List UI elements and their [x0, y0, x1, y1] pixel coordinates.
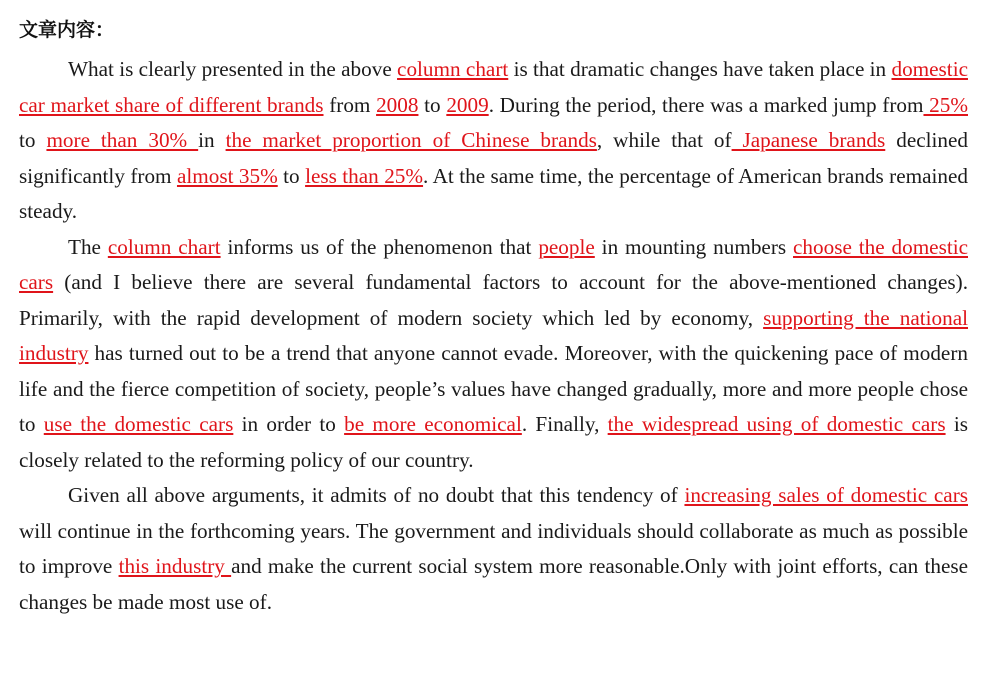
paragraph-1 [19, 52, 968, 230]
body-text: declined significantly from [19, 128, 968, 188]
body-text: . At the same time, the percentage of American brands remained steady. [19, 163, 968, 223]
paragraph-3 [19, 478, 968, 620]
highlighted-phrase: almost 35% [176, 163, 278, 188]
highlighted-phrase: this industry [118, 554, 232, 578]
body-text: is that dramatic changes have taken place in [508, 57, 892, 81]
body-text: in mounting numbers [594, 234, 794, 259]
body-text: is closely related to the reforming policy of our country. [19, 412, 968, 472]
highlighted-phrase: the widespread using of domestic cars [607, 412, 946, 436]
highlighted-phrase: supporting the national industry [19, 305, 968, 365]
body-text: The [68, 234, 108, 259]
body-text: to [19, 128, 47, 152]
document [19, 16, 968, 620]
highlighted-phrase: column chart [397, 57, 509, 81]
body-text: in order to [233, 412, 345, 436]
body-text: , while that of [596, 128, 732, 152]
paragraph-2 [19, 230, 968, 479]
body-text: . Finally, [521, 412, 608, 436]
body-text: in [198, 128, 226, 152]
highlighted-phrase: choose the domestic cars [19, 234, 968, 294]
body-text: will continue in the forthcoming years. The government and individuals should collaborate as much as possible to improve [19, 518, 968, 578]
highlighted-phrase: people [538, 234, 595, 259]
page-title: 文章内容： [19, 19, 115, 41]
body-text: to [418, 92, 447, 117]
highlighted-phrase: 25% [923, 92, 968, 117]
body-text: to [277, 163, 306, 188]
highlighted-phrase: 2008 [376, 92, 419, 117]
highlighted-phrase: domestic car market share of different brands [19, 57, 968, 117]
highlighted-phrase: 2009 [446, 92, 489, 117]
body-text: Given all above arguments, it admits of no doubt that this tendency of [68, 483, 685, 507]
body-text: informs us of the phenomenon that [220, 234, 539, 259]
highlighted-phrase: column chart [107, 234, 221, 259]
body-text: . During the period, there was a marked jump from [488, 92, 924, 117]
highlighted-phrase: the market proportion of Chinese brands [225, 128, 597, 152]
highlighted-phrase: be more economical [344, 412, 522, 436]
body-text: (and I believe there are several fundamental factors to account for the above-mentioned changes). Primarily, with the rapid development of modern society which led by economy, [19, 270, 968, 330]
highlighted-phrase: less than 25% [305, 163, 424, 188]
body-text: What is clearly presented in the above [68, 57, 398, 81]
essay-body [19, 52, 968, 620]
highlighted-phrase: use the domestic cars [43, 412, 234, 436]
highlighted-phrase: Japanese brands [731, 128, 886, 152]
body-text: and make the current social system more reasonable.Only with joint efforts, can these changes be made most use of. [19, 554, 969, 614]
body-text: has turned out to be a trend that anyone cannot evade. Moreover, with the quickening pace of modern life and the fierce competition of society, people’s values have changed gradually, more and more people chose to [19, 341, 968, 436]
highlighted-phrase: more than 30% [46, 128, 199, 152]
highlighted-phrase: increasing sales of domestic cars [684, 483, 968, 507]
body-text: from [323, 92, 377, 117]
